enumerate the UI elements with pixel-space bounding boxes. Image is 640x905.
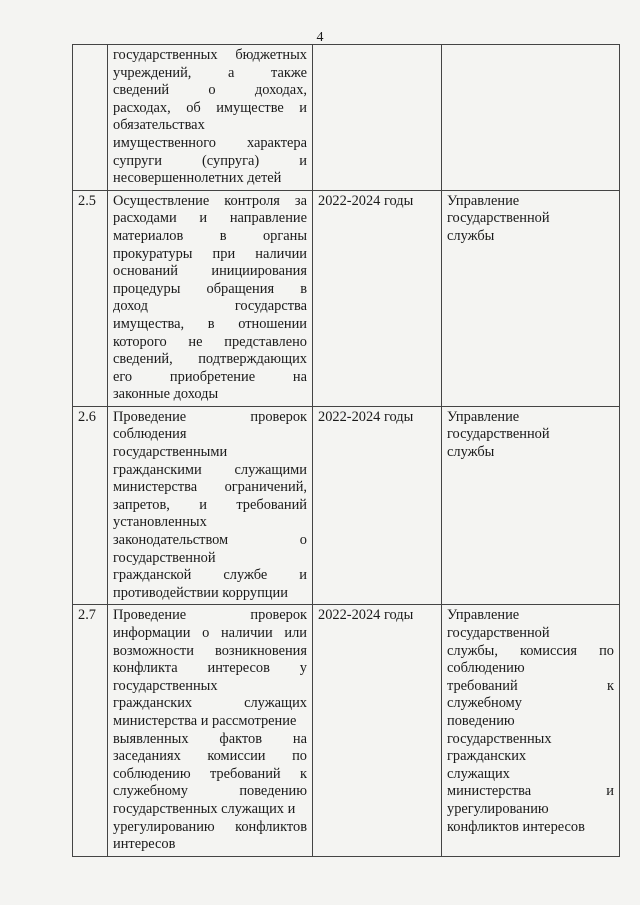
text-line: Управление (447, 408, 520, 425)
text-line: сведений о доходах, (113, 82, 307, 99)
measure-description (108, 605, 313, 856)
text-line: его приобретение на (113, 368, 307, 385)
text-line: государственных бюджетных (113, 47, 307, 63)
text-line: государственных служащих и (113, 800, 296, 817)
text-line: процедуры обращения в (113, 280, 307, 297)
table-row (73, 45, 620, 191)
row-number: 2.5 (73, 190, 108, 406)
text-line: законодательством о (113, 532, 307, 549)
text-line: учреждений, а также (113, 64, 307, 81)
text-line: Проведение проверок (113, 408, 307, 425)
responsible-cell (442, 45, 620, 191)
text-line: служебному (447, 695, 522, 712)
table-row (73, 406, 620, 605)
text-line: возможности возникновения (113, 642, 307, 659)
text-line: Управление (447, 192, 520, 209)
text-line: интересов (113, 836, 176, 853)
text-line: службы (447, 444, 495, 461)
row-number: 2.7 (73, 605, 108, 856)
measure-description (108, 45, 313, 191)
text-line: конфликтов интересов (447, 818, 585, 835)
term-cell: 2022-2024 годы (313, 605, 442, 856)
text-line: министерства и (447, 783, 614, 800)
text-line: государственной (447, 426, 550, 443)
text-line: государственных (447, 730, 552, 747)
text-line: государственными (113, 444, 228, 461)
text-line: имущества, в отношении (113, 315, 307, 332)
text-line: противодействии коррупции (113, 584, 288, 601)
term-cell: 2022-2024 годы (313, 190, 442, 406)
table-row (73, 605, 620, 856)
text-line: расходами и направление (113, 210, 307, 227)
text-line: оснований инициирования (113, 263, 307, 280)
text-line: гражданских служащих (113, 695, 307, 712)
measures-table (72, 44, 620, 857)
text-line: информации о наличии или (113, 625, 307, 641)
text-line: гражданскими служащими (113, 461, 307, 478)
text-line: установленных (113, 514, 207, 531)
text-line: гражданских (447, 748, 527, 765)
responsible-cell (442, 406, 620, 605)
text-line: материалов в органы (113, 227, 307, 244)
responsible-cell (442, 605, 620, 856)
text-line: Проведение проверок (113, 607, 307, 624)
responsible-cell (442, 190, 620, 406)
row-number: 2.6 (73, 406, 108, 605)
text-line: заседаниях комиссии по (113, 748, 307, 765)
table-row (73, 190, 620, 406)
text-line: прокуратуры при наличии (113, 245, 307, 262)
measure-description (108, 406, 313, 605)
text-line: поведению (447, 712, 515, 729)
text-line: имущественного характера (113, 134, 307, 151)
term-cell (313, 45, 442, 191)
text-line: доход государства (113, 298, 307, 315)
text-line: запретов, и требований (113, 496, 307, 513)
text-line: министерства ограничений, (113, 479, 307, 496)
text-line: государственной (113, 549, 216, 566)
text-line: урегулированию (447, 800, 549, 817)
text-line: служебному поведению (113, 783, 307, 800)
text-line: обязательствах (113, 117, 205, 134)
row-number (73, 45, 108, 191)
text-line: служащих (447, 765, 510, 782)
text-line: выявленных фактов на (113, 730, 307, 747)
text-line: расходах, об имуществе и (113, 99, 307, 116)
measure-description (108, 190, 313, 406)
text-line: конфликта интересов у (113, 660, 307, 677)
text-line: законные доходы (113, 386, 219, 403)
text-line: службы, комиссия по (447, 642, 614, 659)
text-line: соблюдению требований к (113, 765, 307, 782)
term-cell: 2022-2024 годы (313, 406, 442, 605)
text-line: министерства и рассмотрение (113, 712, 297, 729)
text-line: службы (447, 227, 495, 244)
text-line: гражданской службе и (113, 567, 307, 584)
text-line: государственной (447, 210, 550, 227)
text-line: Осуществление контроля за (113, 192, 307, 209)
text-line: соблюдению (447, 660, 525, 677)
text-line: требований к (447, 677, 614, 694)
page-number: 4 (316, 30, 324, 45)
text-line: несовершеннолетних детей (113, 170, 282, 187)
text-line: которого не представлено (113, 333, 307, 350)
text-line: урегулированию конфликтов (113, 818, 307, 835)
text-line: Управление (447, 607, 520, 624)
text-line: супруги (супруга) и (113, 152, 307, 169)
text-line: соблюдения (113, 426, 187, 443)
text-line: сведений, подтверждающих (113, 351, 307, 368)
text-line: государственной (447, 625, 550, 641)
text-line: государственных (113, 677, 218, 694)
